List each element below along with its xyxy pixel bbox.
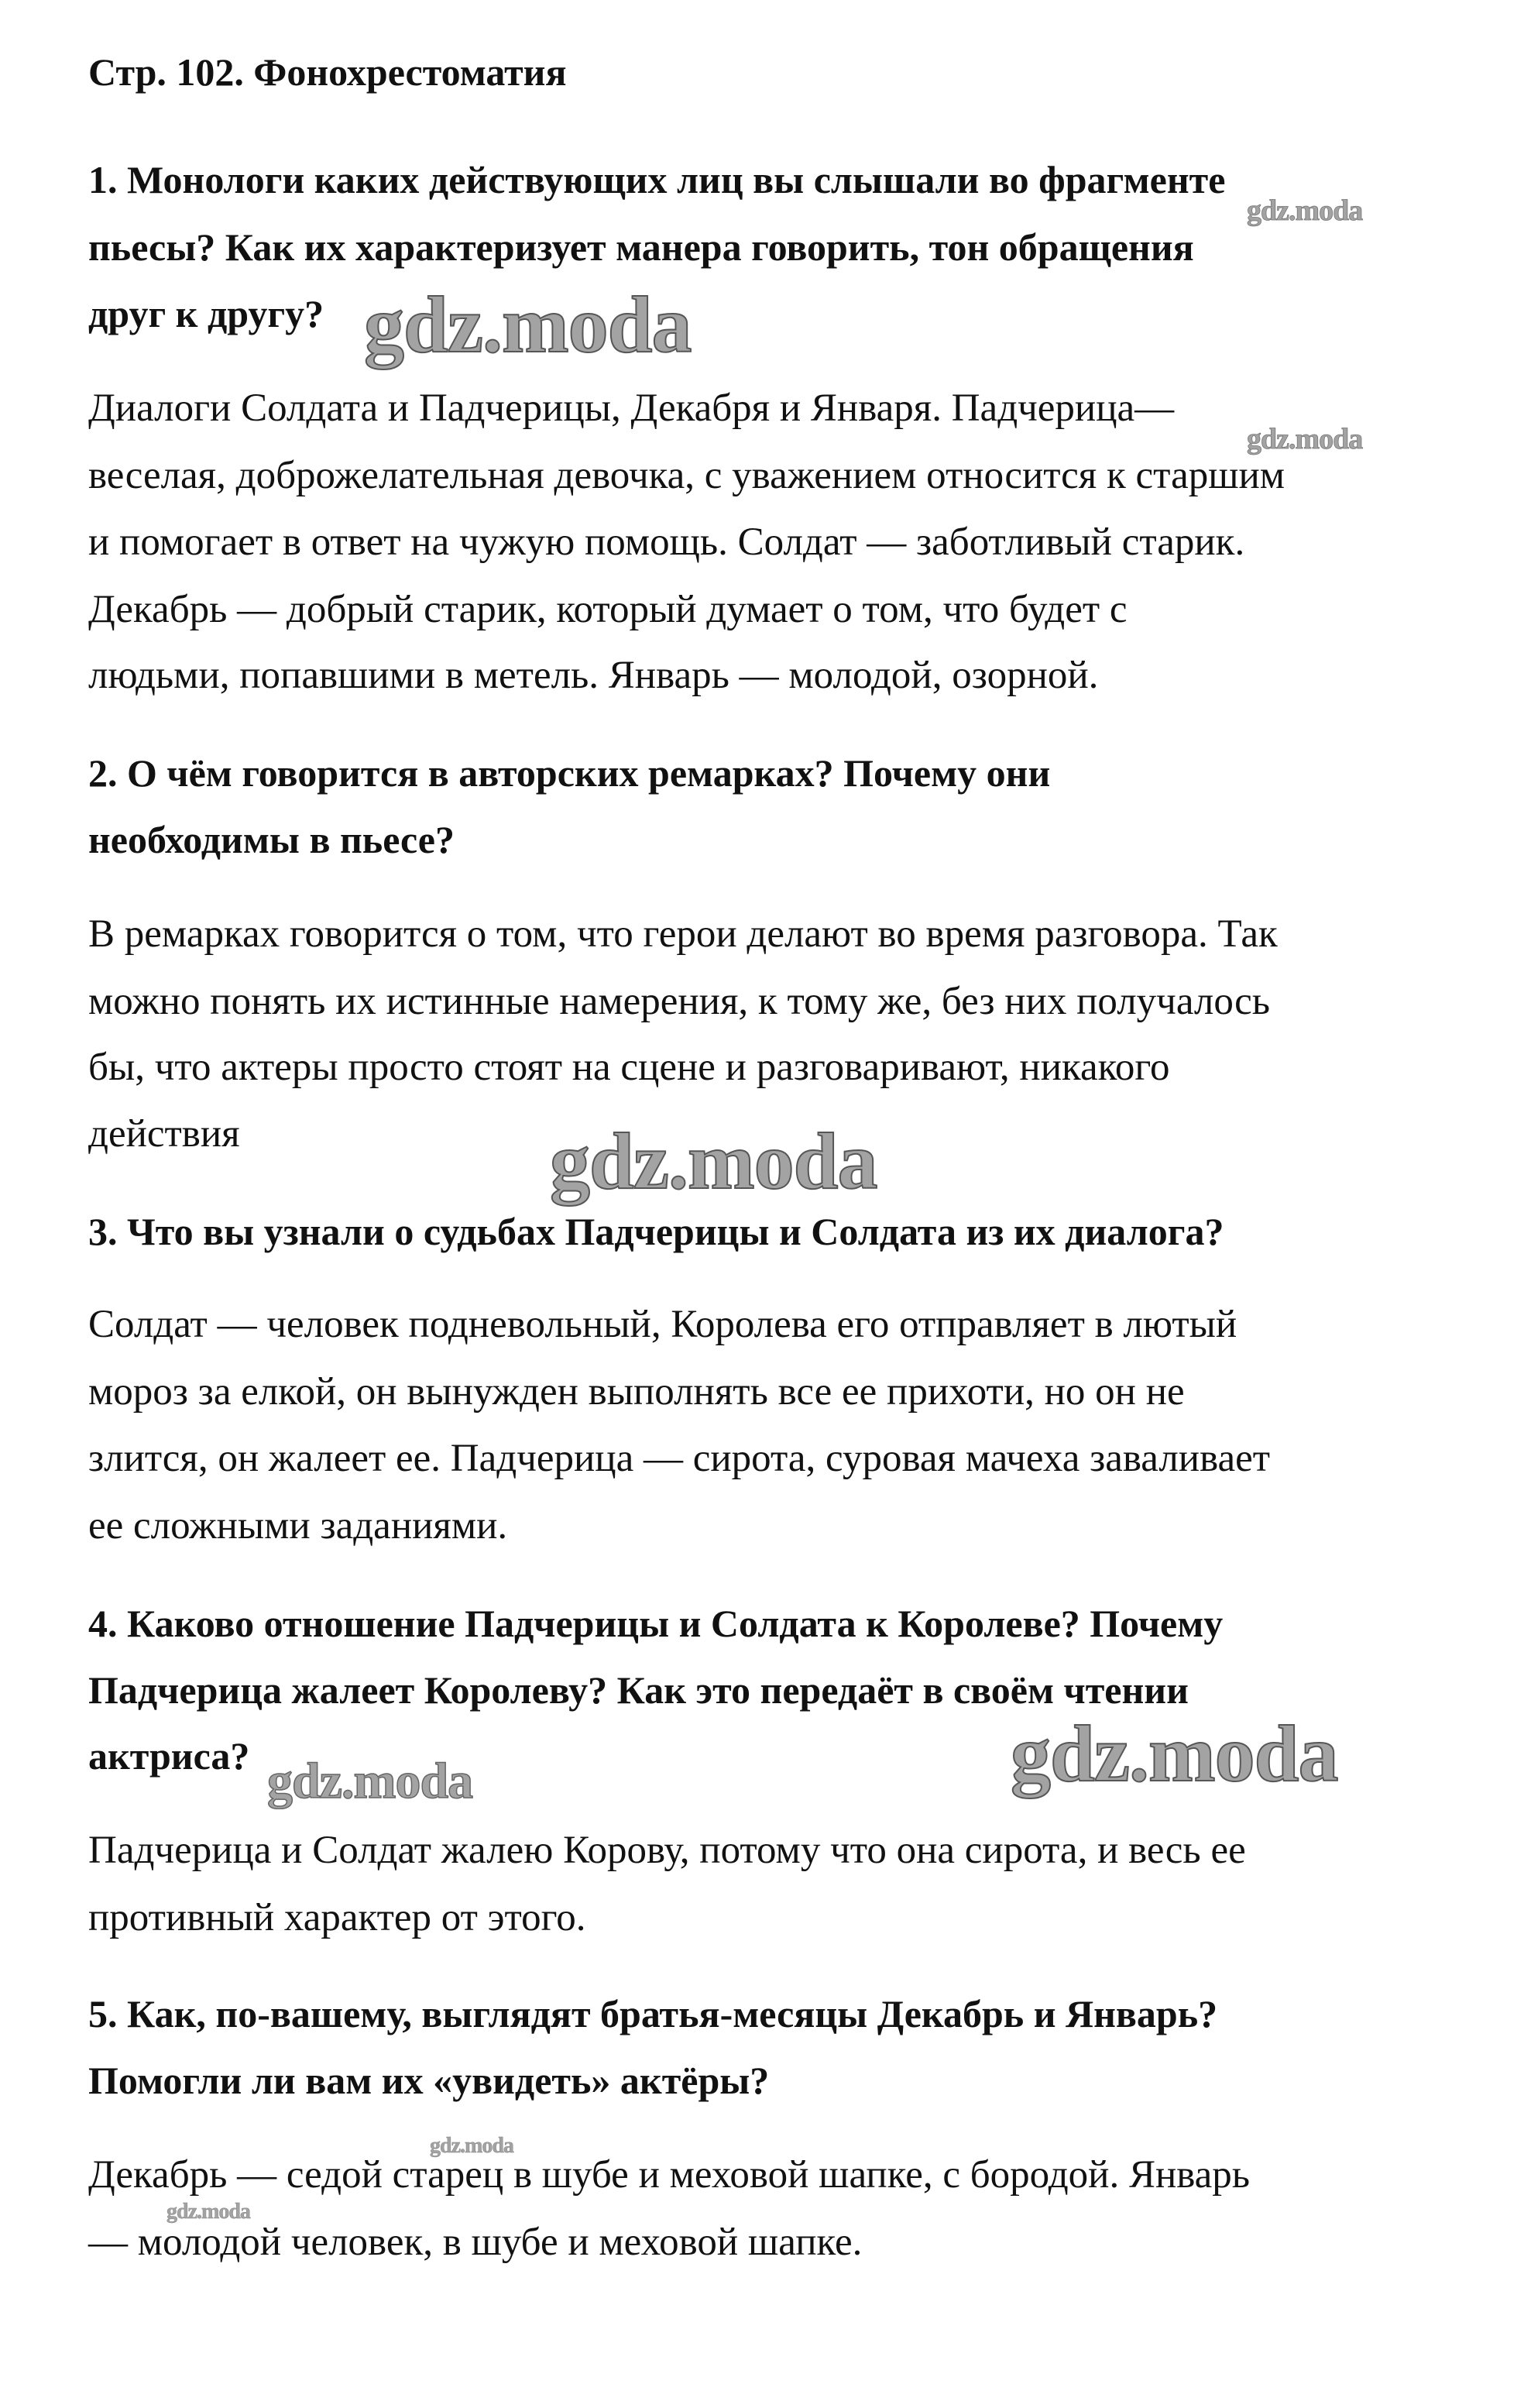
question-line: друг к другу? (88, 292, 324, 335)
watermark: gdz.moda (1247, 194, 1363, 227)
answer-line: действия (88, 1112, 240, 1156)
answer-line: Солдат — человек подневольный, Королева его отправляет в лютый (88, 1303, 1237, 1346)
watermark: gdz.moda (430, 2134, 513, 2158)
answer-line: — молодой человек, в шубе и меховой шапке. (88, 2221, 863, 2264)
answer-line: веселая, доброжелательная девочка, с уважением относится к старшим (88, 454, 1285, 497)
question-line: 3. Что вы узнали о судьбах Падчерицы и Солдата из их диалога? (88, 1210, 1224, 1253)
answer-line: противный характер от этого. (88, 1896, 586, 1939)
watermark: gdz.moda (364, 280, 692, 369)
watermark: gdz.moda (1247, 423, 1363, 455)
answer-line: Декабрь — добрый старик, который думает о том, что будет с (88, 588, 1128, 631)
answer-line: можно понять их истинные намерения, к тому же, без них получалось (88, 980, 1271, 1023)
question-line: необходимы в пьесе? (88, 818, 455, 861)
answer-line: злится, он жалеет ее. Падчерица — сирота, суровая мачеха заваливает (88, 1437, 1271, 1480)
answer-line: Падчерица и Солдат жалею Корову, потому что она сирота, и весь ее (88, 1829, 1246, 1872)
question-line: 2. О чём говорится в авторских ремарках? Почему они (88, 751, 1051, 795)
answer-line: людьми, попавшими в метель. Январь — молодой, озорной. (88, 654, 1099, 697)
question-line: актриса? (88, 1734, 250, 1778)
answer-line: ее сложными заданиями. (88, 1504, 508, 1548)
page-title: Стр. 102. Фонохрестоматия (88, 50, 567, 94)
question-line: 4. Каково отношение Падчерицы и Солдата к Королеве? Почему (88, 1602, 1224, 1645)
answer-line: бы, что актеры просто стоят на сцене и разговаривают, никакого (88, 1046, 1170, 1089)
answer-line: Декабрь — седой старец в шубе и меховой шапке, с бородой. Январь (88, 2153, 1251, 2197)
watermark: gdz.moda (166, 2200, 250, 2224)
answer-line: В ремарках говорится о том, что герои делают во время разговора. Так (88, 912, 1278, 956)
answer-line: Диалоги Солдата и Падчерицы, Декабря и Января. Падчерица— (88, 386, 1175, 430)
question-line: 5. Как, по-вашему, выглядят братья-месяцы Декабрь и Январь? (88, 1992, 1218, 2035)
watermark: gdz.moda (550, 1117, 877, 1206)
answer-line: мороз за елкой, он вынужден выполнять все ее прихоти, но он не (88, 1370, 1185, 1414)
watermark: gdz.moda (1011, 1709, 1338, 1798)
question-line: Помогли ли вам их «увидеть» актёры? (88, 2059, 770, 2102)
question-line: пьесы? Как их характеризует манера говорить, тон обращения (88, 225, 1194, 269)
watermark: gdz.moda (267, 1753, 473, 1809)
question-line: Падчерица жалеет Королеву? Как это передаёт в своём чтении (88, 1668, 1189, 1712)
question-line: 1. Монологи каких действующих лиц вы слышали во фрагменте (88, 158, 1226, 201)
answer-line: и помогает в ответ на чужую помощь. Солдат — заботливый старик. (88, 520, 1245, 564)
